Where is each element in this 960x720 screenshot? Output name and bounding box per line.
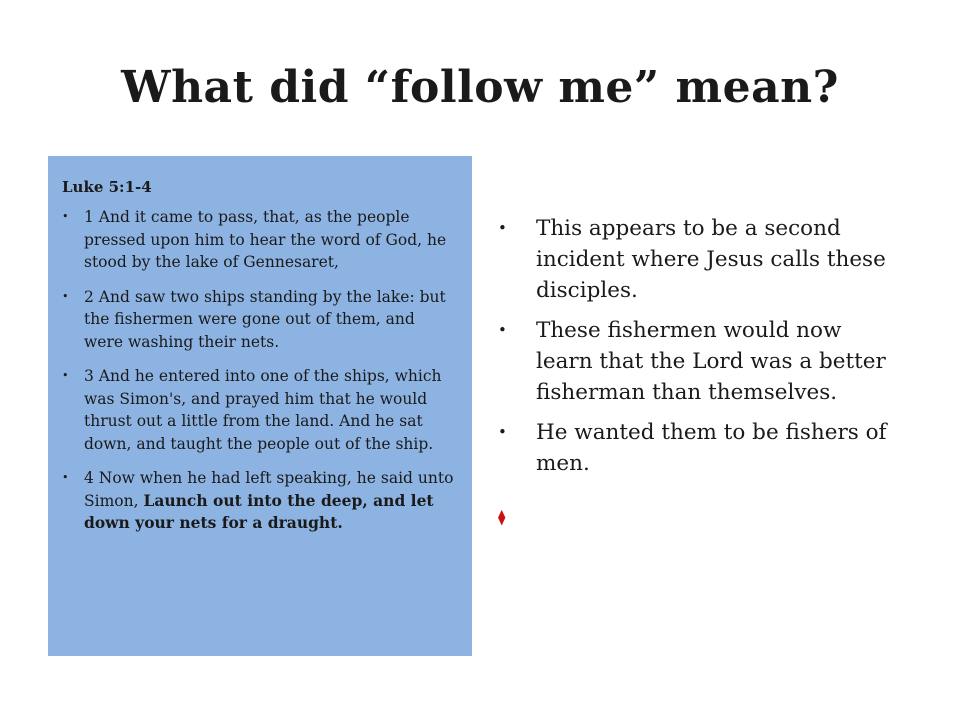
- bullet-icon: •: [498, 423, 507, 441]
- scripture-reference: Luke 5:1-4: [62, 178, 152, 196]
- bullet-icon: •: [62, 210, 69, 223]
- verse-item-3: [62, 365, 458, 455]
- bullet-icon: •: [498, 219, 507, 237]
- verse-item-1: [62, 206, 458, 274]
- verse-emphasis: Launch out into the deep, and let down your nets for a draught.: [84, 490, 434, 532]
- scripture-box: [48, 156, 472, 656]
- bullet-icon: •: [62, 369, 69, 382]
- commentary-text: These fishermen would now learn that the Lord was a better fisherman than themselves.: [536, 318, 886, 405]
- verse-item-2: [62, 286, 458, 354]
- verse-text: 3 And he entered into one of the ships, which was Simon's, and prayed him that he would thrust out a little from the land. And he sat down, and taught the people out of the ship.: [84, 367, 442, 453]
- commentary-text: He wanted them to be fishers of men.: [536, 420, 887, 476]
- commentary-text: This appears to be a second incident where Jesus calls these disciples.: [536, 216, 886, 303]
- commentary-item-1: [498, 213, 898, 306]
- commentary-list: [498, 213, 898, 488]
- verse-text: 4 Now when he had left speaking, he said unto Simon,: [84, 469, 454, 510]
- slide-title: What did “follow me” mean?: [121, 62, 839, 113]
- verse-item-4: [62, 467, 458, 535]
- verse-text: 2 And saw two ships standing by the lake: but the fishermen were gone out of them, and were washing their nets.: [84, 287, 446, 351]
- verse-list: [62, 206, 458, 535]
- diamond-bullet-icon: ⧫: [498, 508, 506, 526]
- commentary-item-3: [498, 417, 898, 479]
- bullet-icon: •: [62, 471, 69, 484]
- verse-text: 1 And it came to pass, that, as the people pressed upon him to hear the word of God, he stood by the lake of Gennesaret,: [84, 208, 447, 271]
- bullet-icon: •: [498, 321, 507, 339]
- bullet-icon: •: [62, 289, 69, 303]
- commentary-item-2: [498, 315, 898, 408]
